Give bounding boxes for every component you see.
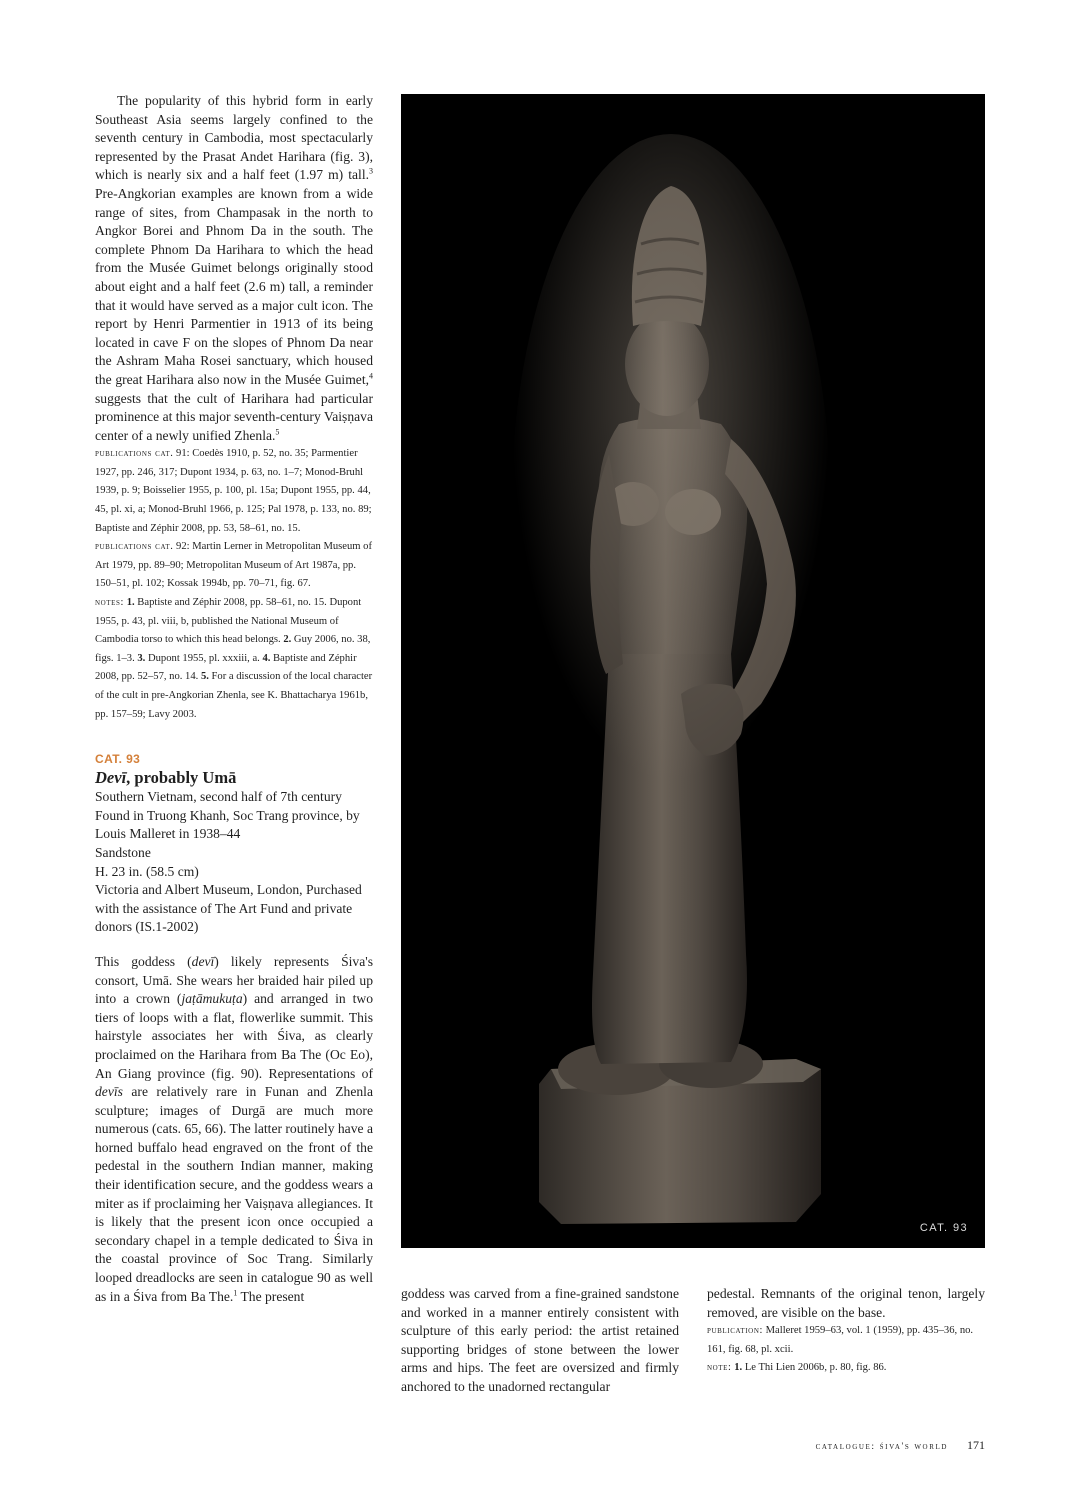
catalogue-title bbox=[95, 768, 373, 788]
note-number: 3. bbox=[137, 652, 146, 664]
publication-label: publication: bbox=[707, 1325, 763, 1337]
note-number: 4. bbox=[262, 652, 271, 664]
page-number: 171 bbox=[967, 1438, 985, 1452]
devi-sculpture-illustration bbox=[401, 94, 985, 1248]
note-number: 1. bbox=[734, 1362, 743, 1374]
page-footer bbox=[816, 1438, 985, 1453]
note-text: Baptiste and Zéphir 2008, pp. 58–61, no. 15. Dupont 1955, p. 43, pl. viii, b, published the National Museum of Cambodia torso to which this head belongs. bbox=[95, 597, 362, 646]
note-text: Le Thi Lien 2006b, p. 80, fig. 86. bbox=[742, 1362, 887, 1374]
left-column bbox=[95, 92, 373, 1306]
essay-text: This goddess ( bbox=[95, 953, 192, 969]
intro-text-1: The popularity of this hybrid form in early Southeast Asia seems largely confined to the seventh century in Cambodia, most spectacularly represented by the Prasat Andet Harihara (fig. 3), which is nearly six and a half feet (1.97 m) tall. bbox=[95, 93, 373, 183]
photo-caption: CAT. 93 bbox=[919, 1222, 968, 1234]
catalogue-dimensions: H. 23 in. (58.5 cm) bbox=[95, 863, 199, 879]
catalogue-info bbox=[95, 788, 373, 937]
notes-label: notes: bbox=[95, 597, 125, 609]
right-column bbox=[707, 1285, 985, 1378]
note-label: note: bbox=[707, 1362, 732, 1374]
catalogue-findspot: Found in Truong Khanh, Soc Trang province, by Louis Malleret in 1938–44 bbox=[95, 807, 360, 842]
note-text: Guy 2006, no. 38, figs. 1–3. bbox=[95, 634, 371, 664]
essay-italic: devīs bbox=[95, 1084, 123, 1100]
catalogue-number: CAT. 93 bbox=[95, 752, 141, 767]
note-text: For a discussion of the local character of the cult in pre-Angkorian Zhenla, see K. Bhattacharya 1961b, pp. 157–59; Lavy 2003. bbox=[95, 671, 373, 720]
essay-text: The present bbox=[237, 1288, 305, 1304]
publication-cat-93 bbox=[707, 1322, 985, 1359]
catalogue-title-rest: , probably Umā bbox=[126, 768, 237, 788]
intro-text-2: Pre-Angkorian examples are known from a wide range of sites, from Champasak in the north to Angkor Borei and Phnom Da in the south. The complete Phnom Da Harihara to which the head from the Musée Guimet belongs originally stood about eight and a half feet (2.6 m) tall, a reminder that it would have served as a major cult icon. The report by Henri Parmentier in 1913 of its being located in cave F on the slopes of Phnom Da near the Ashram Maha Rosei sanctuary, which housed the great Harihara also now in the Musée Guimet, bbox=[95, 185, 373, 387]
notes-block bbox=[95, 594, 373, 724]
footnote-marker: 3 bbox=[369, 166, 373, 176]
essay-italic: jaṭāmukuṭa bbox=[181, 991, 243, 1007]
footnote-marker: 5 bbox=[275, 427, 280, 437]
essay-text: ) likely represents Śiva's consort, Umā. She wears her braided hair piled up into a crown ( bbox=[95, 953, 373, 1007]
essay-continuation: goddess was carved from a fine-grained sandstone and worked in a manner entirely consistent with sculpture of this early period: the artist retained supporting bridges of stone between the lower arms and hips. The feet are oversized and firmly anchored to the unadorned rectangular bbox=[401, 1286, 679, 1394]
catalogue-material: Sandstone bbox=[95, 844, 151, 860]
intro-text-3: suggests that the cult of Harihara had particular prominence at this major seventh-century Vaiṣṇava center of a newly unified Zhenla. bbox=[95, 390, 373, 443]
middle-column bbox=[401, 1285, 679, 1397]
catalogue-entry-header bbox=[95, 750, 373, 937]
note-number: 1. bbox=[126, 597, 135, 609]
publications-cat-91 bbox=[95, 445, 373, 538]
catalogue-collection: Victoria and Albert Museum, London, Purchased with the assistance of The Art Fund and private donors (IS.1-2002) bbox=[95, 882, 362, 935]
note-number: 2. bbox=[283, 634, 292, 646]
footnote-marker: 1 bbox=[233, 1288, 238, 1298]
essay-paragraph bbox=[95, 953, 373, 1306]
essay-text: are relatively rare in Funan and Zhenla sculpture; images of Durgā are much more numerous (cats. 65, 66). The latter routinely have a horned buffalo head engraved on the front of the pedestal in the southern Indian manner, making their identification secure, and the goddess wears a miter as if proclaiming her Vaiṣṇava allegiances. It is likely that the present icon once occupied a secondary chapel in a temple dedicated to Śiva in the coastal province of Soc Trang. Similarly looped dreadlocks are seen in catalogue 90 as well as in a Śiva from Ba The. bbox=[95, 1084, 373, 1304]
publications-text: 92: Martin Lerner in Metropolitan Museum of Art 1979, pp. 89–90; Metropolitan Museum of Art 1987a, pp. 150–51, pl. 102; Kossak 1994b, pp. 70–71, fig. 67. bbox=[95, 541, 372, 590]
sculpture-photograph bbox=[401, 94, 985, 1248]
essay-text: ) and arranged in two tiers of loops with a flat, flowerlike summit. This hairstyle associates her with Śiva, as clearly proclaimed on the Harihara from Ba The (Oc Eo), An Giang province (fig. 90). Representations of bbox=[95, 991, 374, 1081]
publications-label: publications cat. bbox=[95, 541, 174, 553]
note-number: 5. bbox=[200, 671, 209, 683]
intro-paragraph bbox=[95, 92, 373, 445]
publications-label: publications cat. bbox=[95, 448, 174, 460]
publication-text: Malleret 1959–63, vol. 1 (1959), pp. 435–36, no. 161, fig. 68, pl. xcii. bbox=[707, 1325, 974, 1355]
note-text: Baptiste and Zéphir 2008, pp. 52–57, no. 14. bbox=[95, 652, 357, 683]
footnote-marker: 4 bbox=[369, 371, 373, 381]
catalogue-title-italic: Devī bbox=[95, 768, 127, 788]
essay-conclusion: pedestal. Remnants of the original tenon, largely removed, are visible on the base. bbox=[707, 1286, 985, 1320]
essay-italic: devī bbox=[191, 953, 215, 969]
note-text: Dupont 1955, pl. xxxiii, a. bbox=[145, 652, 263, 664]
publications-cat-92 bbox=[95, 538, 373, 594]
running-footer-section: catalogue: śiva's world bbox=[815, 1441, 948, 1452]
catalogue-origin: Southern Vietnam, second half of 7th century bbox=[95, 789, 342, 805]
publications-text: 91: Coedès 1910, p. 52, no. 35; Parmentier 1927, pp. 246, 317; Dupont 1934, p. 63, no. 1–7; Monod-Bruhl 1939, p. 9; Boisselier 1955, p. 100, pl. 15a; Dupont 1955, pp. 44, 45, pl. xi, a; Monod-Bruhl 1966, p. 125; Pal 1978, p. 133, no. 89; Baptiste and Zéphir 2008, pp. 53, 58–61, no. 15. bbox=[95, 448, 372, 534]
note-cat-93 bbox=[707, 1359, 985, 1378]
